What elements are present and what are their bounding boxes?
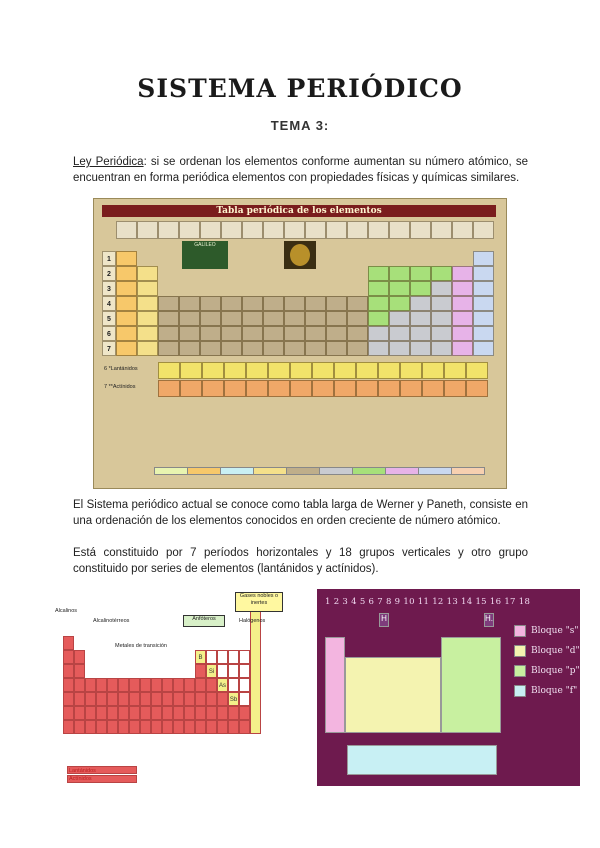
element-cell [118, 678, 129, 692]
legend-swatch [253, 467, 287, 475]
element-cell [140, 720, 151, 734]
element-cell [239, 650, 250, 664]
figure-blocks-diagram [317, 589, 580, 786]
lanthanide-cell [224, 362, 246, 379]
element-cell [228, 706, 239, 720]
element-cell [473, 296, 494, 311]
label-lantanidos: Lantánidos [69, 768, 96, 774]
element-cell [162, 678, 173, 692]
element-cell [137, 311, 158, 326]
element-cell [284, 296, 305, 311]
element-cell [116, 281, 137, 296]
element-cell [151, 720, 162, 734]
element-cell [410, 266, 431, 281]
ley-periodica-label: Ley Periódica [73, 156, 144, 168]
legend-swatch [220, 467, 254, 475]
element-cell [137, 281, 158, 296]
galileo-logo [182, 241, 228, 269]
period-label: 7 [102, 341, 116, 356]
amphoteric-element-cell: Sb [228, 692, 239, 706]
element-cell [85, 692, 96, 706]
element-cell [431, 266, 452, 281]
actinide-cell [312, 380, 334, 397]
element-cell [179, 341, 200, 356]
element-cell [410, 296, 431, 311]
label-metales-transicion: Metales de transición [115, 643, 167, 649]
element-cell [431, 296, 452, 311]
block-f [347, 745, 497, 775]
legend-label: Bloque "p" [531, 666, 580, 676]
element-cell [263, 326, 284, 341]
element-cell [305, 341, 326, 356]
period-label: 4 [102, 296, 116, 311]
element-cell [431, 341, 452, 356]
element-cell [263, 296, 284, 311]
group-header-cell [263, 221, 284, 239]
element-cell [242, 296, 263, 311]
hydrogen-cell: H [379, 613, 389, 627]
element-cell [129, 720, 140, 734]
element-cell [389, 326, 410, 341]
actinide-cell [290, 380, 312, 397]
actinide-cell [466, 380, 488, 397]
element-cell [221, 341, 242, 356]
element-cell [74, 664, 85, 678]
element-cell [173, 692, 184, 706]
element-cell [137, 341, 158, 356]
legend-swatch [385, 467, 419, 475]
element-cell [368, 266, 389, 281]
actinide-cell [158, 380, 180, 397]
element-cell [195, 720, 206, 734]
label-gases-nobles: Gases nobles o inertes [235, 592, 283, 612]
element-cell [368, 281, 389, 296]
element-cell [63, 650, 74, 664]
element-cell [96, 678, 107, 692]
element-cell [206, 650, 217, 664]
element-cell [173, 678, 184, 692]
element-cell [217, 650, 228, 664]
lanthanide-cell [290, 362, 312, 379]
actinide-cell [268, 380, 290, 397]
element-cell [410, 311, 431, 326]
group-header-cell [473, 221, 494, 239]
element-cell [368, 341, 389, 356]
element-cell [389, 266, 410, 281]
element-cell [158, 341, 179, 356]
element-cell [347, 341, 368, 356]
element-cell [63, 692, 74, 706]
group-header-cell [284, 221, 305, 239]
element-cell [217, 706, 228, 720]
element-cell [206, 720, 217, 734]
element-cell [158, 296, 179, 311]
element-cell [179, 326, 200, 341]
series-label: 7 **Actínidos [104, 384, 136, 390]
element-cell [63, 636, 74, 650]
element-cell [184, 720, 195, 734]
periodic-table-image [93, 198, 507, 489]
element-cell [242, 341, 263, 356]
element-cell [107, 692, 118, 706]
lanthanide-cell [422, 362, 444, 379]
element-cell [239, 692, 250, 706]
group-header-cell [200, 221, 221, 239]
element-cell [452, 311, 473, 326]
element-cell [140, 692, 151, 706]
element-cell [221, 326, 242, 341]
series-label: 6 *Lantánidos [104, 366, 138, 372]
element-cell [118, 720, 129, 734]
element-cell [389, 341, 410, 356]
element-cell [162, 692, 173, 706]
lanthanide-cell [400, 362, 422, 379]
element-cell [228, 664, 239, 678]
group-header-cell [242, 221, 263, 239]
element-cell [305, 296, 326, 311]
element-cell [151, 706, 162, 720]
lanthanide-cell [378, 362, 400, 379]
element-cell [129, 678, 140, 692]
element-cell [326, 311, 347, 326]
element-cell [239, 664, 250, 678]
figure-groups-diagram [55, 588, 310, 786]
element-cell [431, 311, 452, 326]
actinide-cell [334, 380, 356, 397]
element-cell [195, 706, 206, 720]
element-cell [85, 678, 96, 692]
element-cell [242, 326, 263, 341]
lanthanide-cell [356, 362, 378, 379]
element-cell [96, 706, 107, 720]
lanthanide-cell [158, 362, 180, 379]
legend-swatch [451, 467, 485, 475]
group-header-cell [137, 221, 158, 239]
actinide-cell [356, 380, 378, 397]
element-cell [85, 720, 96, 734]
element-cell [195, 678, 206, 692]
element-cell [347, 296, 368, 311]
element-cell [410, 341, 431, 356]
legend-swatch [514, 625, 526, 637]
element-cell [63, 664, 74, 678]
legend-swatch [514, 665, 526, 677]
element-cell [228, 650, 239, 664]
element-cell [347, 311, 368, 326]
element-cell [116, 341, 137, 356]
element-cell [368, 296, 389, 311]
label-alcalinoterreos: Alcalinotérreos [93, 618, 130, 624]
legend-swatch [418, 467, 452, 475]
label-actinidos: Actínidos [69, 776, 92, 782]
element-cell [368, 326, 389, 341]
element-cell [239, 678, 250, 692]
element-cell [74, 678, 85, 692]
element-cell [473, 311, 494, 326]
legend-swatch [154, 467, 188, 475]
element-cell [452, 266, 473, 281]
block-s [325, 637, 345, 733]
element-cell [228, 720, 239, 734]
legend-swatch [286, 467, 320, 475]
periodic-table-title: Tabla periódica de los elementos [102, 205, 496, 217]
actinide-cell [444, 380, 466, 397]
element-cell [452, 281, 473, 296]
element-cell [228, 678, 239, 692]
label-alcalinos: Alcalinos [55, 608, 78, 614]
galileo-logo-text: GALILEO [194, 242, 216, 248]
element-cell [473, 341, 494, 356]
group-header-cell [389, 221, 410, 239]
element-cell [206, 692, 217, 706]
group-header-cell [431, 221, 452, 239]
element-cell [473, 251, 494, 266]
element-cell [173, 706, 184, 720]
legend-swatch [514, 685, 526, 697]
legend-swatch [187, 467, 221, 475]
amphoteric-element-cell: As [217, 678, 228, 692]
actinide-cell [378, 380, 400, 397]
block-p [441, 637, 501, 733]
actinide-cell [422, 380, 444, 397]
element-cell [200, 311, 221, 326]
period-label: 6 [102, 326, 116, 341]
element-cell [85, 706, 96, 720]
element-cell [217, 720, 228, 734]
group-header-cell [452, 221, 473, 239]
ley-periodica-text: : si se ordenan los elementos conforme aumentan su número atómico, se encuentran en forma periódica elementos con propiedades físicas y químicas similares. [73, 156, 528, 184]
element-cell [326, 326, 347, 341]
amphoteric-element-cell: B [195, 650, 206, 664]
group-header-cell [326, 221, 347, 239]
element-cell [305, 311, 326, 326]
element-cell [284, 311, 305, 326]
element-cell [200, 326, 221, 341]
legend-label: Bloque "f" [531, 686, 578, 696]
actinide-cell [180, 380, 202, 397]
lanthanide-cell [246, 362, 268, 379]
element-cell [410, 326, 431, 341]
element-cell [118, 706, 129, 720]
element-cell [452, 341, 473, 356]
element-cell [195, 692, 206, 706]
coin-icon [290, 244, 310, 266]
element-cell [140, 706, 151, 720]
element-cell [206, 678, 217, 692]
element-cell [473, 281, 494, 296]
noble-gas-column [250, 610, 261, 734]
element-cell [107, 706, 118, 720]
element-cell [263, 341, 284, 356]
element-cell [116, 311, 137, 326]
label-anfoteros: Anfóteros [183, 615, 225, 627]
element-cell [129, 692, 140, 706]
element-cell [137, 326, 158, 341]
coin-image [284, 241, 316, 269]
element-cell [221, 311, 242, 326]
element-cell [63, 720, 74, 734]
element-cell [74, 692, 85, 706]
group-header-cell [116, 221, 137, 239]
element-cell [389, 281, 410, 296]
element-cell [74, 650, 85, 664]
element-cell [347, 326, 368, 341]
element-cell [206, 706, 217, 720]
element-cell [242, 311, 263, 326]
period-label: 3 [102, 281, 116, 296]
actinide-cell [400, 380, 422, 397]
page-subtitle: TEMA 3: [270, 118, 330, 133]
legend-swatch [514, 645, 526, 657]
lanthanide-cell [180, 362, 202, 379]
element-cell [63, 706, 74, 720]
element-cell [137, 296, 158, 311]
lanthanide-cell [312, 362, 334, 379]
paragraph-sistema-actual: El Sistema periódico actual se conoce como tabla larga de Werner y Paneth, consiste en una ordenación de los elementos conocidos en orden creciente de número atómico. [73, 499, 528, 527]
lanthanide-cell [334, 362, 356, 379]
actinide-cell [224, 380, 246, 397]
element-cell [63, 678, 74, 692]
group-header-cell [410, 221, 431, 239]
element-cell [431, 326, 452, 341]
lanthanide-cell [466, 362, 488, 379]
element-cell [151, 678, 162, 692]
element-cell [162, 706, 173, 720]
period-label: 2 [102, 266, 116, 281]
element-cell [217, 692, 228, 706]
actinide-cell [246, 380, 268, 397]
element-cell [326, 296, 347, 311]
block-d [345, 657, 441, 733]
element-cell [200, 296, 221, 311]
element-cell [158, 326, 179, 341]
element-cell [239, 706, 250, 720]
element-cell [107, 678, 118, 692]
group-header-cell [221, 221, 242, 239]
label-halogenos: Halógenos [239, 618, 266, 624]
element-cell [389, 296, 410, 311]
group-header-cell [368, 221, 389, 239]
group-numbers: 1 2 3 4 5 6 7 8 9 10 11 12 13 14 15 16 17 18 [325, 597, 531, 607]
element-cell [410, 281, 431, 296]
element-cell [263, 311, 284, 326]
element-cell [107, 720, 118, 734]
lanthanide-cell [444, 362, 466, 379]
paragraph-estructura: Está constituido por 7 períodos horizontales y 18 grupos verticales y otro grupo constituido por series de elementos (lantánidos y actínidos). [73, 547, 528, 575]
element-cell [74, 706, 85, 720]
element-cell [158, 311, 179, 326]
actinide-cell [202, 380, 224, 397]
period-label: 5 [102, 311, 116, 326]
element-cell [116, 251, 137, 266]
element-cell [151, 692, 162, 706]
group-header-cell [305, 221, 326, 239]
helium-cell: H. [484, 613, 494, 627]
element-cell [116, 266, 137, 281]
element-cell [239, 720, 250, 734]
element-cell [221, 296, 242, 311]
element-cell [74, 720, 85, 734]
element-cell [96, 720, 107, 734]
group-header-cell [347, 221, 368, 239]
element-cell [473, 266, 494, 281]
group-header-cell [158, 221, 179, 239]
element-cell [173, 720, 184, 734]
page-title: SISTEMA PERIÓDICO [137, 74, 463, 103]
element-cell [184, 692, 195, 706]
legend-label: Bloque "s" [531, 626, 579, 636]
group-header-cell [179, 221, 200, 239]
element-cell [116, 326, 137, 341]
element-cell [137, 266, 158, 281]
element-cell [96, 692, 107, 706]
element-cell [118, 692, 129, 706]
element-cell [473, 326, 494, 341]
element-cell [305, 326, 326, 341]
element-cell [140, 678, 151, 692]
element-cell [431, 281, 452, 296]
element-cell [184, 706, 195, 720]
element-cell [116, 296, 137, 311]
legend-swatch [352, 467, 386, 475]
paragraph-ley-periodica [73, 154, 528, 186]
element-cell [452, 326, 473, 341]
element-cell [368, 311, 389, 326]
element-cell [326, 341, 347, 356]
element-cell [284, 341, 305, 356]
element-cell [389, 311, 410, 326]
element-cell [195, 664, 206, 678]
element-cell [452, 296, 473, 311]
amphoteric-element-cell: Si [206, 664, 217, 678]
element-cell [179, 296, 200, 311]
element-cell [179, 311, 200, 326]
lanthanide-cell [202, 362, 224, 379]
element-cell [217, 664, 228, 678]
lanthanide-cell [268, 362, 290, 379]
legend-swatch [319, 467, 353, 475]
element-cell [129, 706, 140, 720]
element-cell [184, 678, 195, 692]
element-cell [162, 720, 173, 734]
legend-label: Bloque "d" [531, 646, 580, 656]
period-label: 1 [102, 251, 116, 266]
element-cell [200, 341, 221, 356]
element-cell [284, 326, 305, 341]
